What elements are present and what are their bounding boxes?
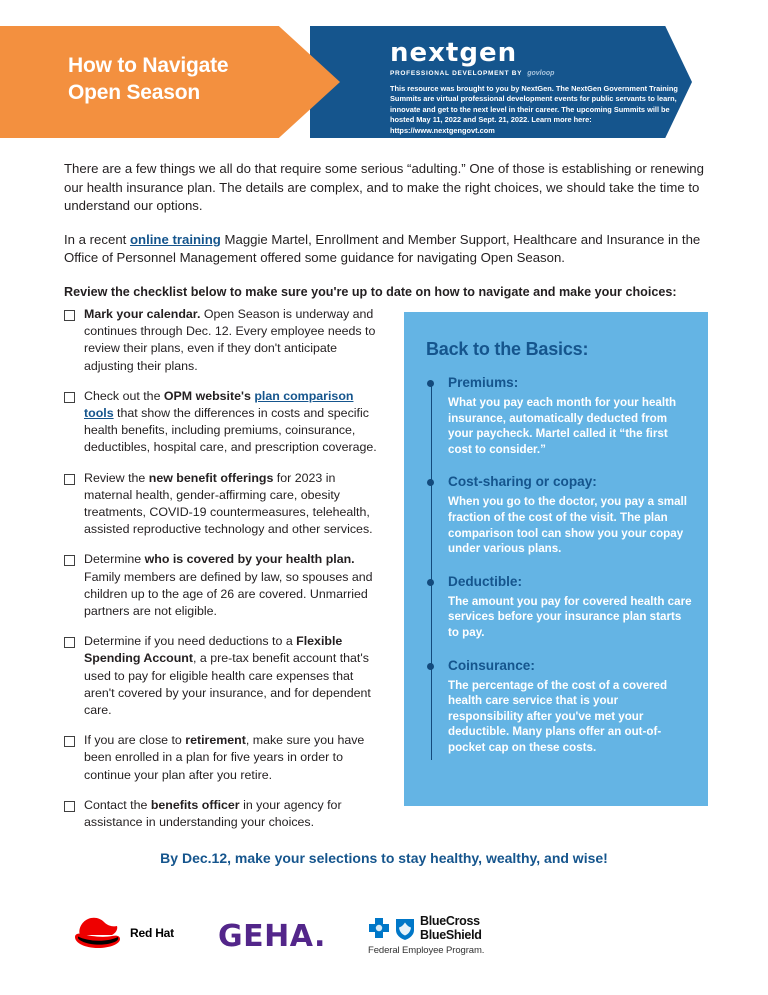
basics-entry <box>426 374 694 457</box>
page-title-line-2: Open Season <box>68 81 201 104</box>
basics-entry <box>426 657 694 756</box>
nextgen-tagline-text: PROFESSIONAL DEVELOPMENT BY <box>390 70 523 77</box>
bcbs-logo-top <box>368 915 484 942</box>
bcbs-logo-wordmark <box>420 915 482 942</box>
bcbs-cross-icon <box>368 917 390 941</box>
page-title <box>68 52 318 106</box>
plan-comparison-tools-link[interactable]: plan comparison tools <box>84 388 354 421</box>
checklist <box>64 306 384 844</box>
checkbox-icon[interactable] <box>64 310 75 321</box>
checklist-item[interactable] <box>64 470 384 539</box>
checklist-item[interactable] <box>64 633 384 719</box>
basics-definition: When you go to the doctor, you pay a small fraction of the cost of the visit. The plan comparison tool can show you your copay under various plans. <box>448 495 687 556</box>
call-to-action-text: By Dec.12, make your selections to stay healthy, wealthy, and wise! <box>160 850 608 866</box>
checklist-item-bold: retirement <box>185 733 246 748</box>
nextgen-url[interactable]: https://www.nextgengovt.com <box>390 125 495 135</box>
checklist-item[interactable] <box>64 551 384 620</box>
checklist-item-bold: benefits officer <box>150 797 240 812</box>
checklist-item[interactable] <box>64 797 384 831</box>
bullet-dot-icon <box>427 380 434 387</box>
checklist-item-bold: OPM website's <box>163 388 251 403</box>
checkbox-icon[interactable] <box>64 555 75 566</box>
checklist-item-text: Determine who is covered by your health plan. Family members are defined by law, so spouses and children up to the age of 26 are covered. Unmarried partners are not eligible. <box>84 552 373 619</box>
checklist-item-text: Mark your calendar. Open Season is underway and continues through Dec. 12. Every employee needs to review their plans, even if they don't anticipate adjusting their plans. <box>84 307 376 373</box>
checklist-item-bold: Flexible Spending Account <box>84 634 343 666</box>
basics-panel-title: Back to the Basics: <box>426 339 589 359</box>
bcbs-program-label: Federal Employee Program. <box>368 945 485 956</box>
online-training-link[interactable]: online training <box>129 231 221 247</box>
basics-definition: What you pay each month for your health insurance, automatically deducted from your paycheck. Martel called it “the first cost to consider.” <box>448 396 677 456</box>
bullet-dot-icon <box>427 579 434 586</box>
nextgen-wordmark-logo: nextgen <box>390 38 518 68</box>
govloop-logo: govloop <box>527 70 555 77</box>
nextgen-description <box>390 84 682 136</box>
checklist-item[interactable] <box>64 388 384 457</box>
checklist-item-text: Determine if you need deductions to a Flexible Spending Account, a pre-tax benefit account that's used to pay for eligible health care expenses that aren't covered by your insurance, and for dependent care. <box>84 634 371 718</box>
intro-section <box>64 160 704 301</box>
bullet-dot-icon <box>427 663 434 670</box>
checklist-item-bold: new benefit offerings <box>148 470 274 485</box>
redhat-fedora-icon <box>72 913 124 953</box>
page-title-line-1: How to Navigate <box>68 54 229 77</box>
basics-definition-list <box>426 374 694 772</box>
checklist-item-text: If you are close to retirement, make sure you have been enrolled in a plan for five years in order to continue your plan after you retire. <box>84 733 365 782</box>
geha-logo <box>218 919 326 954</box>
checkbox-icon[interactable] <box>64 392 75 403</box>
basics-term: Cost-sharing or copay: <box>448 474 597 490</box>
checkbox-icon[interactable] <box>64 474 75 485</box>
basics-definition: The amount you pay for covered health care services before your insurance plan starts to pay. <box>448 594 692 639</box>
bluecross-blueshield-logo <box>368 915 484 956</box>
basics-entry <box>426 473 694 556</box>
sponsor-logos <box>0 905 768 975</box>
basics-term: Coinsurance: <box>448 657 535 673</box>
bcbs-line-2: BlueShield <box>420 927 482 942</box>
checkbox-icon[interactable] <box>64 801 75 812</box>
checkbox-icon[interactable] <box>64 637 75 648</box>
redhat-logo <box>72 913 174 953</box>
bullet-dot-icon <box>427 479 434 486</box>
checklist-item[interactable] <box>64 732 384 784</box>
checkbox-icon[interactable] <box>64 736 75 747</box>
nextgen-logo-block <box>390 40 682 136</box>
checklist-item-text: Check out the OPM website's plan comparison tools that show the differences in costs and specific health benefits, including premiums, coinsurance, deductibles, hospital care, and prescription coverage. <box>84 388 377 455</box>
bcbs-shield-icon <box>395 917 415 941</box>
nextgen-tagline <box>390 70 682 77</box>
back-to-basics-panel <box>404 312 708 806</box>
basics-entry <box>426 573 694 641</box>
intro-p2-suffix: Maggie Martel, Enrollment and Member Support, Healthcare and Insurance in the Office of Personnel Management offered some guidance for navigating Open Season. <box>64 231 701 265</box>
checklist-item-text: Review the new benefit offerings for 2023 in maternal health, gender-affirming care, obesity treatments, COVID-19 countermeasures, telehealth, assisted reproductive technology and other services. <box>84 470 373 537</box>
page-header <box>0 26 768 138</box>
intro-p2-prefix: In a recent <box>64 231 130 247</box>
checklist-item-bold: who is covered by your health plan. <box>144 552 355 567</box>
nextgen-description-text: This resource was brought to you by NextGen. The NextGen Government Training Summits are virtual professional development events for public servants to learn, innovate and get to the next level in their career. The upcoming Summits will be hosted May 11, 2022 and Sept. 21, 2022. Learn more here: <box>390 84 678 125</box>
checklist-lead-in: Review the checklist below to make sure you're up to date on how to navigate and make your choices: <box>64 284 677 299</box>
basics-definition: The percentage of the cost of a covered health care service that is your responsibility after you've met your deductible. Many plans offer an out-of-pocket cap on these costs. <box>448 678 668 754</box>
intro-paragraph-1: There are a few things we all do that require some serious “adulting.” One of those is establishing or renewing our health insurance plan. The details are complex, and to make the right choices, we should take the time to understand our options. <box>64 161 704 213</box>
checklist-item-bold: Mark your calendar. <box>84 307 201 321</box>
redhat-logo-label: Red Hat <box>130 926 174 940</box>
intro-paragraph-2 <box>64 231 704 268</box>
geha-logo-dot: . <box>314 919 326 954</box>
bcbs-line-1: BlueCross <box>420 914 480 928</box>
basics-term: Deductible: <box>448 573 523 589</box>
geha-logo-label: GEHA <box>218 919 314 954</box>
basics-term: Premiums: <box>448 375 519 390</box>
checklist-item-text: Contact the benefits officer in your agency for assistance in understanding your choices. <box>84 797 342 830</box>
checklist-item[interactable] <box>64 306 384 375</box>
